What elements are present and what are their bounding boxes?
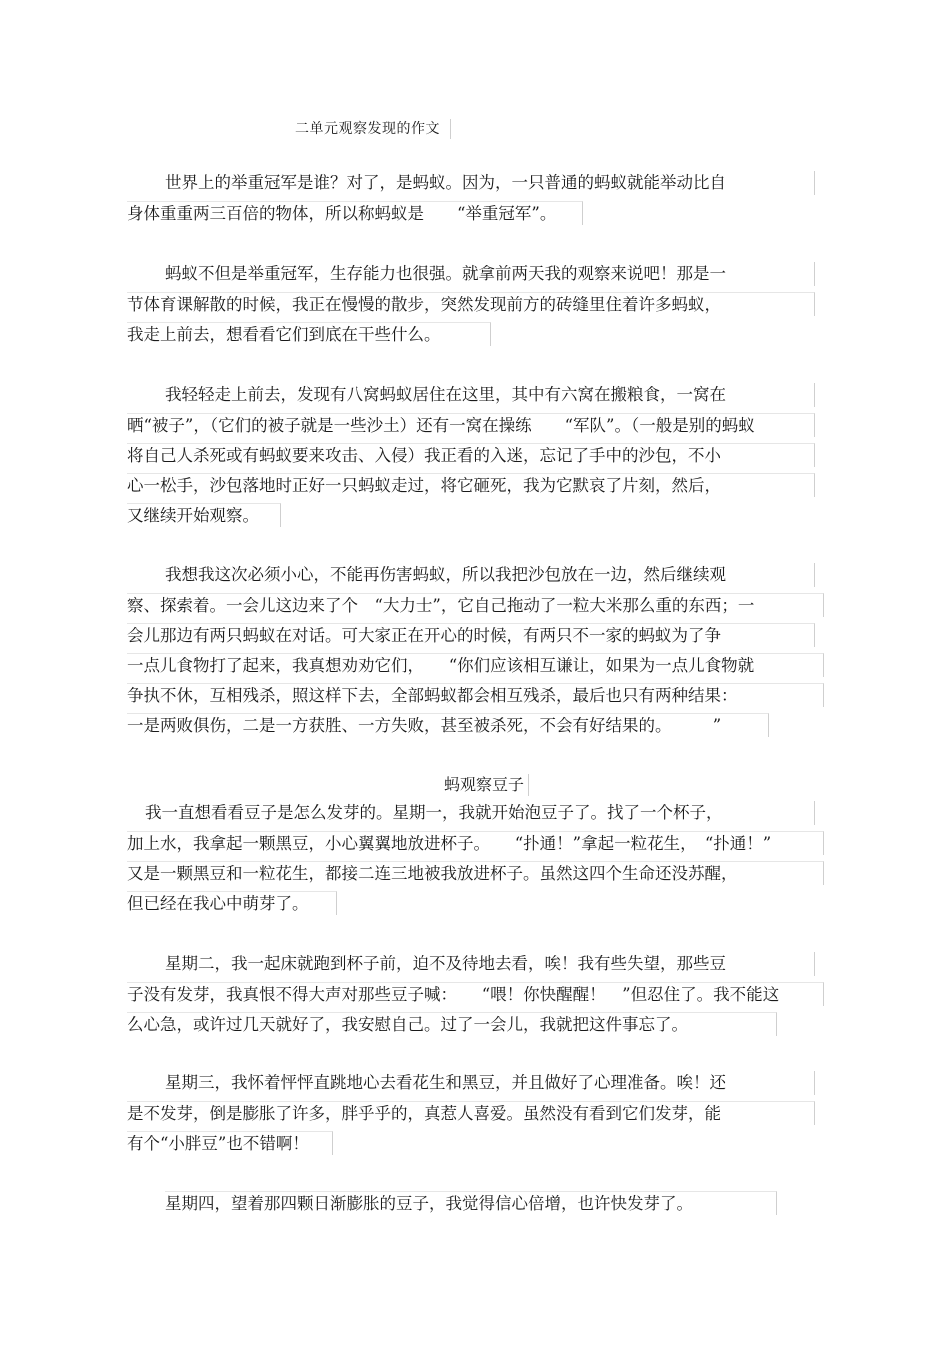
text-line: 世界上的举重冠军是谁？对了，是蚂蚁。因为，一只普通的蚂蚁就能举动比自 bbox=[165, 171, 815, 195]
text-line: 蚂蚁不但是举重冠军，生存能力也很强。就拿前两天我的观察来说吧！那是一 bbox=[165, 262, 815, 286]
text-line: 么心急，或许过几天就好了，我安慰自己。过了一会儿，我就把这件事忘了。 bbox=[127, 1012, 777, 1036]
text-line: 察、探索着。一会儿这边来了个 “大力士”，它自己拖动了一粒大米那么重的东西；一 bbox=[127, 593, 824, 617]
document-title: 二单元观察发现的作文 bbox=[295, 119, 451, 139]
text-line: 我一直想看看豆子是怎么发芽的。星期一，我就开始泡豆子了。找了一个杯子， bbox=[145, 801, 815, 825]
text-line: 身体重重两三百倍的物体，所以称蚂蚁是 “举重冠军”。 bbox=[127, 201, 583, 225]
text-line: 子没有发芽，我真恨不得大声对那些豆子喊： “喂！你快醒醒！ ”但忍住了。我不能这 bbox=[127, 982, 824, 1006]
text-line: 节体育课解散的时候，我正在慢慢的散步，突然发现前方的砖缝里住着许多蚂蚁， bbox=[127, 292, 815, 316]
text-line: 星期四，望着那四颗日渐膨胀的豆子，我觉得信心倍增，也许快发芽了。 bbox=[165, 1191, 777, 1215]
text-line: 心一松手，沙包落地时正好一只蚂蚁走过，将它砸死，我为它默哀了片刻，然后， bbox=[127, 473, 815, 497]
text-line: 晒“被子”，（它们的被子就是一些沙土）还有一窝在操练 “军队”。（一般是别的蚂蚁 bbox=[127, 413, 815, 437]
text-line: 会儿那边有两只蚂蚁在对话。可大家正在开心的时候，有两只不一家的蚂蚁为了争 bbox=[127, 623, 815, 647]
text-line: 但已经在我心中萌芽了。 bbox=[127, 891, 337, 915]
text-line: 我想我这次必须小心，不能再伤害蚂蚁，所以我把沙包放在一边，然后继续观 bbox=[165, 563, 815, 587]
text-line: 有个“小胖豆”也不错啊！ bbox=[127, 1131, 333, 1155]
text-line: 星期二，我一起床就跑到杯子前，迫不及待地去看，唉！我有些失望，那些豆 bbox=[165, 952, 815, 976]
text-line: 又继续开始观察。 bbox=[127, 503, 281, 527]
section-subtitle: 蚂观察豆子 bbox=[444, 774, 529, 796]
text-line: 又是一颗黑豆和一粒花生，都接二连三地被我放进杯子。虽然这四个生命还没苏醒， bbox=[127, 861, 824, 885]
text-line: 将自己人杀死或有蚂蚁要来攻击、入侵）我正看的入迷，忘记了手中的沙包，不小 bbox=[127, 443, 815, 467]
text-line: 一是两败俱伤，二是一方获胜、一方失败，甚至被杀死，不会有好结果的。 ” bbox=[127, 713, 769, 737]
text-line: 是不发芽，倒是膨胀了许多，胖乎乎的，真惹人喜爱。虽然没有看到它们发芽，能 bbox=[127, 1101, 815, 1125]
text-line: 我轻轻走上前去，发现有八窝蚂蚁居住在这里，其中有六窝在搬粮食，一窝在 bbox=[165, 383, 815, 407]
text-line: 一点儿食物打了起来，我真想劝劝它们， “你们应该相互谦让，如果为一点儿食物就 bbox=[127, 653, 824, 677]
text-line: 争执不休，互相残杀，照这样下去，全部蚂蚁都会相互残杀，最后也只有两种结果： bbox=[127, 683, 824, 707]
text-line: 加上水，我拿起一颗黑豆，小心翼翼地放进杯子。 “扑通！”拿起一粒花生， “扑通！” bbox=[127, 831, 824, 855]
text-line: 星期三，我怀着怦怦直跳地心去看花生和黑豆，并且做好了心理准备。唉！还 bbox=[165, 1071, 815, 1095]
text-line: 我走上前去，想看看它们到底在干些什么。 bbox=[127, 322, 491, 346]
